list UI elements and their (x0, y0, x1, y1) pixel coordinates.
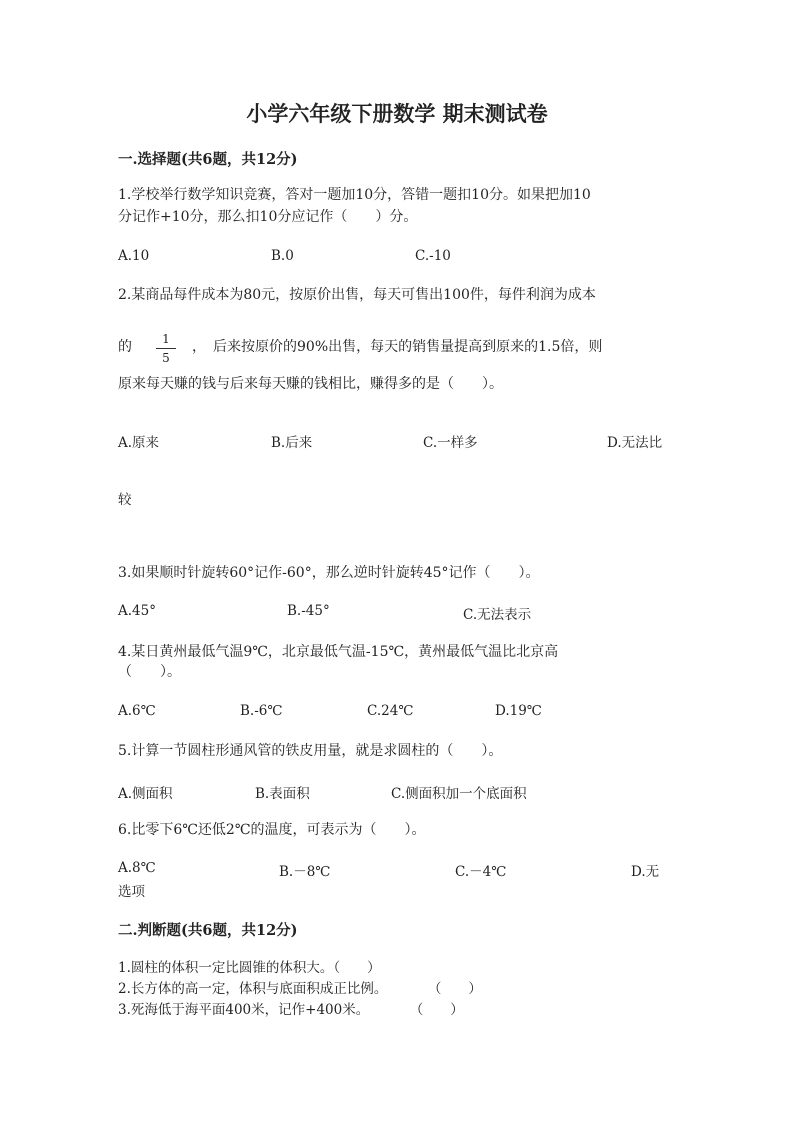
q4-option-c: C.24℃ (367, 703, 414, 719)
q4-option-a: A.6℃ (118, 703, 156, 719)
judgement-item-1: 1.圆柱的体积一定比圆锥的体积大。（ ） (118, 960, 381, 976)
q6-option-b: B.－8℃ (279, 864, 331, 880)
q5-option-c: C.侧面积加一个底面积 (391, 786, 527, 802)
question-2-line-2-post: ， 后来按原价的90%出售，每天的销售量提高到原来的1.5倍，则 (192, 339, 603, 355)
section-heading-choice: 一.选择题(共6题，共12分) (118, 151, 298, 168)
question-1-line-2: 分记作+10分，那么扣10分应记作（ ）分。 (118, 209, 418, 225)
question-3-line-1: 3.如果顺时针旋转60°记作-60°，那么逆时针旋转45°记作（ ）。 (118, 565, 540, 581)
q2-option-d: D.无法比 (607, 435, 663, 451)
judgement-item-2: 2.长方体的高一定，体积与底面积成正比例。 （ ） (118, 981, 482, 997)
question-2-line-2-pre: 的 (118, 339, 132, 355)
fraction-numerator: 1 (162, 332, 170, 346)
section-heading-judgement: 二.判断题(共6题，共12分) (118, 922, 298, 939)
q2-option-d-wrap: 较 (118, 492, 132, 508)
q2-option-c: C.一样多 (423, 435, 478, 451)
q1-option-a: A.10 (118, 248, 150, 264)
q6-option-c: C.－4℃ (455, 864, 507, 880)
page-title: 小学六年级下册数学 期末测试卷 (246, 101, 548, 126)
fraction-bar (156, 348, 176, 349)
fraction-one-fifth (155, 332, 177, 365)
q5-option-b: B.表面积 (255, 786, 310, 802)
question-2-line-1: 2.某商品每件成本为80元，按原价出售，每天可售出100件，每件利润为成本 (118, 287, 596, 303)
q2-option-b: B.后来 (271, 435, 313, 451)
q4-option-d: D.19℃ (495, 703, 542, 719)
fraction-denominator: 5 (162, 351, 170, 365)
q2-option-a: A.原来 (118, 435, 160, 451)
question-2-line-3: 原来每天赚的钱与后来每天赚的钱相比，赚得多的是（ ）。 (118, 376, 503, 392)
q6-option-a: A.8℃ (118, 860, 156, 876)
q3-option-a: A.45° (118, 603, 156, 619)
q4-option-b: B.-6℃ (240, 703, 283, 719)
question-4-line-1: 4.某日黄州最低气温9℃，北京最低气温-15℃，黄州最低气温比北京高 (118, 644, 559, 660)
question-4-line-2: （ ）。 (118, 664, 181, 680)
q6-option-d-wrap: 选项 (118, 884, 145, 900)
q3-option-c: C.无法表示 (463, 607, 532, 623)
question-6-line-1: 6.比零下6℃还低2℃的温度，可表示为（ ）。 (118, 822, 426, 838)
q6-option-d: D.无 (631, 864, 660, 880)
q1-option-b: B.0 (271, 248, 294, 264)
q3-option-b: B.-45° (287, 603, 330, 619)
question-5-line-1: 5.计算一节圆柱形通风管的铁皮用量，就是求圆柱的（ ）。 (118, 743, 503, 759)
q1-option-c: C.-10 (415, 248, 451, 264)
question-1-line-1: 1.学校举行数学知识竞赛，答对一题加10分，答错一题扣10分。如果把加10 (118, 187, 591, 203)
judgement-item-3: 3.死海低于海平面400米，记作+400米。 （ ） (118, 1002, 464, 1018)
q5-option-a: A.侧面积 (118, 786, 173, 802)
